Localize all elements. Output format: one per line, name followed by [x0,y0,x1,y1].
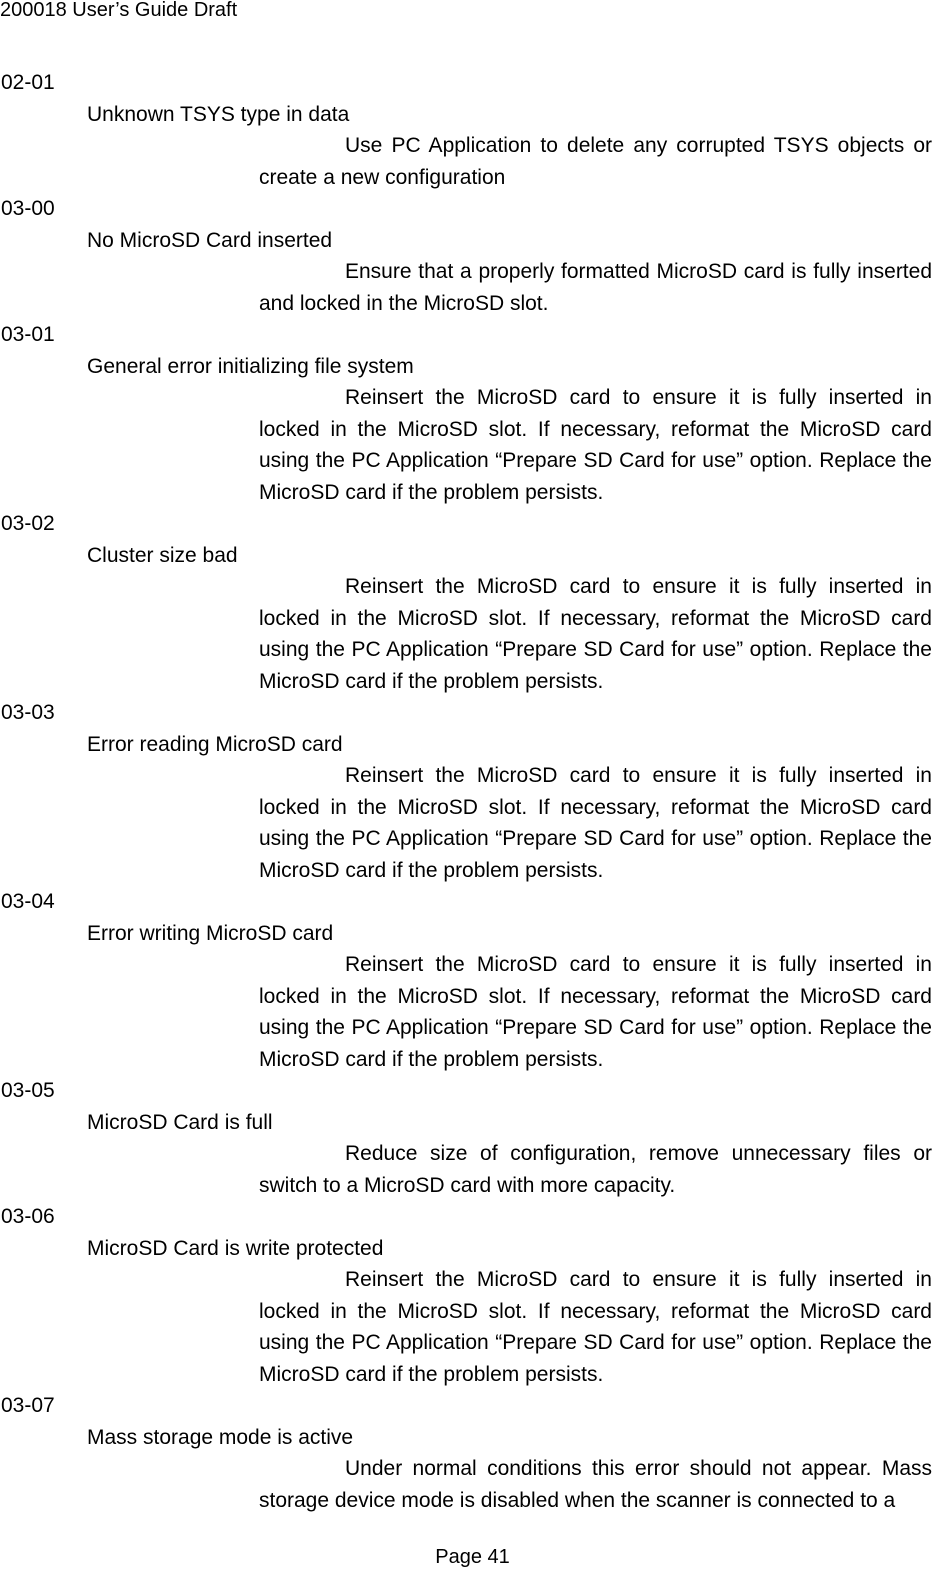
error-message: Mass storage mode is active [87,1425,354,1449]
corrective-action: Reinsert the MicroSD card to ensure it is fully inserted in locked in the MicroSD slot. If necessary, reformat the MicroSD card using the PC Application “Prepare SD Card for use” option. Replace the MicroSD card if the problem persists. [259,386,932,504]
error-entry-03-05 [0,1075,932,1201]
error-message: MicroSD Card is write protected [87,1236,384,1260]
error-code: 03-00 [1,197,55,220]
error-message: Error writing MicroSD card [87,921,334,945]
error-message: Unknown TSYS type in data [87,102,350,126]
error-entry-02-01 [0,67,932,193]
corrective-action: Use PC Application to delete any corrupted TSYS objects or create a new configuration [259,134,932,189]
corrective-action: Reinsert the MicroSD card to ensure it is fully inserted in locked in the MicroSD slot. If necessary, reformat the MicroSD card using the PC Application “Prepare SD Card for use” option. Replace the MicroSD card if the problem persists. [259,575,932,693]
error-code: 03-07 [1,1394,55,1417]
error-code: 03-01 [1,323,55,346]
error-entry-03-00 [0,193,932,319]
document-header: 200018 User’s Guide Draft [0,0,238,21]
error-message: MicroSD Card is full [87,1110,273,1134]
error-message: Error reading MicroSD card [87,732,343,756]
error-code: 03-02 [1,512,55,535]
error-message: General error initializing file system [87,354,414,378]
error-message: No MicroSD Card inserted [87,228,333,252]
error-entry-03-06 [0,1201,932,1390]
corrective-action: Ensure that a properly formatted MicroSD card is fully inserted and locked in the MicroSD slot. [259,260,932,315]
error-code: 03-04 [1,890,55,913]
corrective-action: Reinsert the MicroSD card to ensure it is fully inserted in locked in the MicroSD slot. If necessary, reformat the MicroSD card using the PC Application “Prepare SD Card for use” option. Replace the MicroSD card if the problem persists. [259,1268,932,1386]
error-entry-03-04 [0,886,932,1075]
error-entry-03-03 [0,697,932,886]
page-number: Page 41 [435,1546,510,1568]
error-code: 03-03 [1,701,55,724]
corrective-action: Reduce size of configuration, remove unnecessary files or switch to a MicroSD card with more capacity. [259,1142,932,1197]
error-entry-03-01 [0,319,932,508]
corrective-action: Reinsert the MicroSD card to ensure it is fully inserted in locked in the MicroSD slot. If necessary, reformat the MicroSD card using the PC Application “Prepare SD Card for use” option. Replace the MicroSD card if the problem persists. [259,764,932,882]
error-entry-03-02 [0,508,932,697]
error-code: 03-06 [1,1205,55,1228]
error-entry-03-07 [0,1390,932,1516]
error-message: Cluster size bad [87,543,238,567]
corrective-action: Reinsert the MicroSD card to ensure it is fully inserted in locked in the MicroSD slot. If necessary, reformat the MicroSD card using the PC Application “Prepare SD Card for use” option. Replace the MicroSD card if the problem persists. [259,953,932,1071]
error-code: 02-01 [1,71,55,94]
corrective-action: Under normal conditions this error should not appear. Mass storage device mode is disabled when the scanner is connected to a [259,1457,932,1512]
error-code: 03-05 [1,1079,55,1102]
error-code-list [0,67,932,1516]
